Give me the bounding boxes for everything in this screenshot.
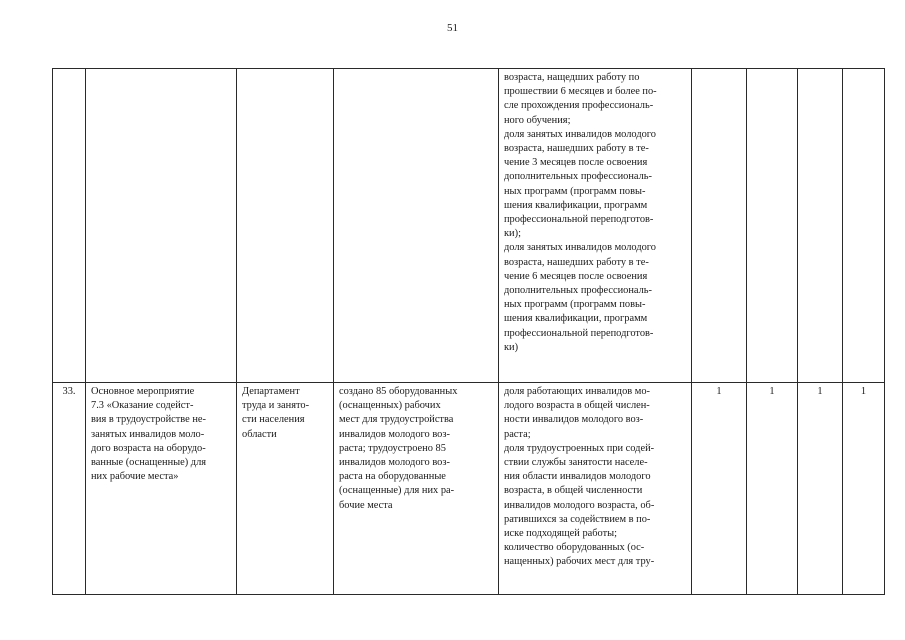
value-cell-1 [692, 69, 747, 383]
cell-line: сти населения [242, 414, 305, 426]
cell-line: ки) [504, 341, 519, 353]
cell-line: дого возраста на оборудо- [91, 442, 206, 454]
cell-line: инвалидов молодого воз- [339, 457, 450, 469]
table-row [53, 69, 885, 383]
cell-line: доля занятых инвалидов молодого [504, 242, 656, 254]
value-cell-2 [747, 69, 798, 383]
cell-line: раста; трудоустроено 85 [339, 442, 446, 454]
value-cell-4 [843, 69, 885, 383]
executor-cell [237, 69, 334, 383]
cell-line: 7.3 «Оказание содейст- [91, 400, 194, 412]
cell-line: них рабочие места» [91, 471, 179, 483]
executor-cell [237, 383, 334, 595]
cell-line: ных программ (программ повы- [504, 185, 646, 197]
cell-line: возраста, нашедших работу в те- [504, 143, 649, 155]
cell-line: ратившихся за содействием в по- [504, 513, 651, 525]
cell-line: доля трудоустроенных при содей- [504, 442, 655, 454]
cell-line: создано 85 оборудованных [339, 386, 458, 397]
cell-line: раста; [504, 428, 531, 440]
cell-line: Основное мероприятие [91, 386, 195, 397]
cell-line: возраста, нащедших работу по [504, 72, 640, 83]
cell-line: ных программ (программ повы- [504, 299, 646, 311]
cell-line: труда и занято- [242, 400, 310, 412]
value-cell-2: 1 [747, 383, 798, 595]
cell-line: чение 3 месяцев после освоения [504, 157, 648, 169]
cell-line: инвалидов молодого воз- [339, 428, 450, 440]
value-cell-4: 1 [843, 383, 885, 595]
cell-line: нащенных) рабочих мест для тру- [504, 556, 655, 568]
event-cell [86, 383, 237, 595]
page-number: 51 [447, 22, 458, 34]
cell-line: доля работающих инвалидов мо- [504, 386, 651, 397]
cell-line: дополнительных профессиональ- [504, 171, 653, 183]
result-cell [334, 69, 499, 383]
cell-line: ванные (оснащенные) для [91, 457, 207, 469]
cell-line: шения квалификации, программ [504, 199, 648, 211]
indicators-cell [499, 69, 692, 383]
cell-line: профессиональной переподготов- [504, 327, 654, 339]
result-cell [334, 383, 499, 595]
cell-line: ствии службы занятости населе- [504, 457, 648, 469]
value-cell-3: 1 [798, 383, 843, 595]
cell-line: дополнительных профессиональ- [504, 285, 653, 297]
program-events-table [52, 68, 885, 595]
cell-line: Департамент [242, 386, 300, 397]
cell-line: (оснащенные) для них ра- [339, 485, 455, 497]
cell-line: мест для трудоустройства [339, 414, 454, 426]
cell-line: бочие места [339, 499, 393, 511]
cell-line: инвалидов молодого возраста, об- [504, 499, 655, 511]
cell-line: ности инвалидов молодого воз- [504, 414, 644, 426]
cell-line: области [242, 428, 277, 440]
cell-line: чение 6 месяцев после освоения [504, 270, 648, 282]
event-cell [86, 69, 237, 383]
cell-line: доля занятых инвалидов молодого [504, 128, 656, 140]
cell-line: профессиональной переподготов- [504, 214, 654, 226]
cell-line: раста на оборудованные [339, 471, 446, 483]
indicators-cell [499, 383, 692, 595]
cell-line: количество оборудованных (ос- [504, 542, 645, 554]
cell-line: сле прохождения профессиональ- [504, 100, 654, 112]
cell-line: шения квалификации, программ [504, 313, 648, 325]
row-number-cell [53, 69, 86, 383]
cell-line: (оснащенных) рабочих [339, 400, 441, 412]
cell-line: лодого возраста в общей числен- [504, 400, 650, 412]
row-number-cell: 33. [53, 383, 86, 595]
cell-line: ния области инвалидов молодого [504, 471, 651, 483]
cell-line: занятых инвалидов моло- [91, 428, 205, 440]
table-row [53, 383, 885, 595]
cell-line: возраста, в общей численности [504, 485, 643, 497]
value-cell-1: 1 [692, 383, 747, 595]
value-cell-3 [798, 69, 843, 383]
cell-line: вия в трудоустройстве не- [91, 414, 206, 426]
cell-line: прошествии 6 месяцев и более по- [504, 86, 657, 98]
cell-line: ки); [504, 228, 521, 240]
cell-line: возраста, нашедших работу в те- [504, 256, 649, 268]
cell-line: ного обучения; [504, 114, 571, 126]
cell-line: иске подходящей работы; [504, 528, 618, 540]
